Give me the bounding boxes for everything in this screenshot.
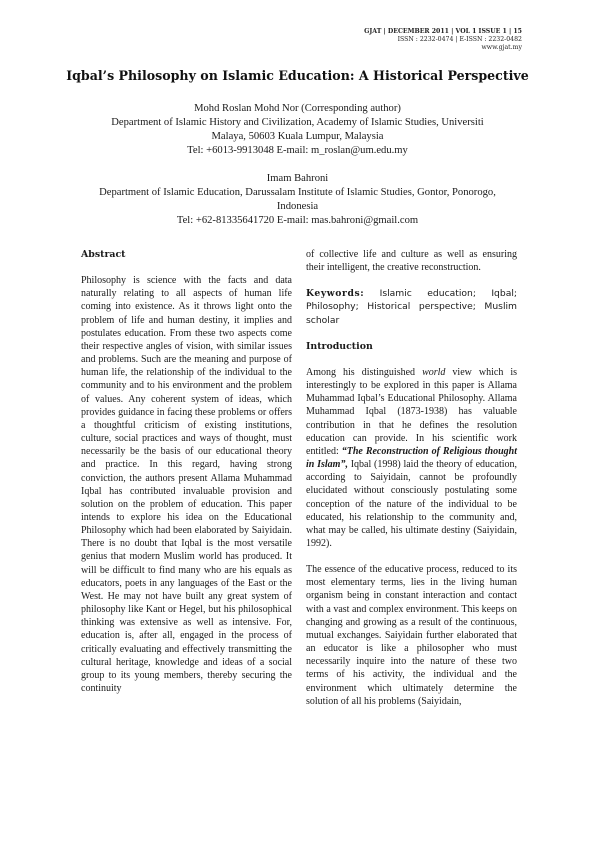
author-block-1 — [40, 102, 555, 158]
author-affiliation: Department of Islamic Education, Darussalam Institute of Islamic Studies, Gontor, Ponorogo, — [99, 187, 496, 198]
author-info — [40, 102, 555, 228]
introduction-paragraph-1 — [306, 366, 517, 550]
journal-issn-line: ISSN : 2232-0474 | E-ISSN : 2232-0482 — [397, 36, 522, 43]
intro-emphasis: world — [422, 366, 446, 378]
abstract-continuation: of collective life and culture as well as ensuring their intelligent, the creative reconstruction. — [306, 249, 517, 274]
keywords-text: Islamic education; Iqbal; Philosophy; Historical perspective; Muslim scholar — [306, 288, 517, 326]
keywords-label: Keywords: — [306, 288, 365, 300]
author-affiliation: Department of Islamic History and Civilization, Academy of Islamic Studies, Universiti — [111, 117, 484, 128]
author-name: Imam Bahroni — [266, 173, 329, 184]
author-affiliation: Malaya, 50603 Kuala Lumpur, Malaysia — [211, 131, 384, 142]
keywords — [306, 287, 517, 326]
author-contact: Tel: +6013-9913048 E-mail: m_roslan@um.edu.my — [187, 145, 408, 156]
abstract-text: Philosophy is science with the facts and data naturally relating to all aspects of human life coming into existence. As it throws light onto the problem of life and human destiny, it implies and postulates education. From these two aspects come their respective angles of vision, with similar issues and problems. Such are the meaning and purpose of human life, the relationship of the individual to the community and to his environment and the problem of values. Any coherent system of ideas, which provides guidance in facing these problems or offers a thoughtful criticism of existing institutions, culture, social practices and ways of thought, must necessarily be the basis of our educational theory and practice. In this regard, having strong conviction, the authors present Allama Muhammad Iqbal has contributed invaluable provision and solution on the problem of education. This paper intends to explore his idea on the Educational Philosophy which had been elaborated by Saiyidain. There is no doubt that Iqbal is the most versatile genius that modern Muslim world has produced. It will be difficult to find many who are his equals as educators, poets in any languages of the East or the West. He may not have built any great system of philosophy like Kant or Hegel, but his philosophical thinking was extensive as well as intensive. For, education is, after all, engaged in the process of critically evaluating and effectively transmitting the cultural heritage, knowledge and ideas of a social group to its young members, thereby securing the continuity — [81, 275, 292, 694]
intro-text: view which is interestingly to be explored in this paper is Allama Muhammad Iqbal’s Educational Philosophy. Allama Muhammad Iqbal (1873-1938) has valuable contribution in that he defines the resolution education can provide. In his scientific work entitled: — [306, 366, 517, 457]
author-name: Mohd Roslan Mohd Nor (Corresponding author) — [194, 103, 401, 114]
right-column — [306, 248, 517, 708]
intro-text: Among his distinguished — [306, 366, 423, 378]
left-column — [81, 248, 292, 695]
author-block-2 — [40, 172, 555, 228]
intro-text: Iqbal (1998) laid the theory of education, according to Saiyidain, cannot be profoundly elucidated without consciously postulating some conception of the nature of the individual to be educated, his relationship to the community and, what may be called, his ultimate destiny (Saiyidain, 1992). — [306, 459, 517, 549]
intro-work-title: “The Reconstruction of Religious thought in Islam”, — [306, 445, 517, 471]
abstract-heading: Abstract — [81, 249, 126, 260]
journal-issue-line: GJAT | DECEMBER 2011 | VOL 1 ISSUE 1 | 15 — [364, 28, 522, 35]
paper-title: Iqbal’s Philosophy on Islamic Education: A Historical Perspective — [66, 68, 529, 83]
author-affiliation: Indonesia — [276, 201, 319, 212]
journal-header — [364, 28, 522, 52]
introduction-paragraph-2: The essence of the educative process, reduced to its most elementary terms, lies in the living human organism being in constant interaction and contact with a vast and complex environment. This keeps on changing and growing as a result of the continuous, mutual exchanges. Saiyidain further elaborated that an educator is like a philosopher who must necessarily inquire into the nature of these two terms of his activity, the individual and the environment which ultimately determine the solution of all his problems (Saiyidain, — [306, 564, 517, 707]
journal-website-line: www.gjat.my — [481, 44, 522, 51]
author-contact: Tel: +62-81335641720 E-mail: mas.bahroni@gmail.com — [176, 215, 419, 226]
introduction-heading: Introduction — [306, 340, 373, 352]
